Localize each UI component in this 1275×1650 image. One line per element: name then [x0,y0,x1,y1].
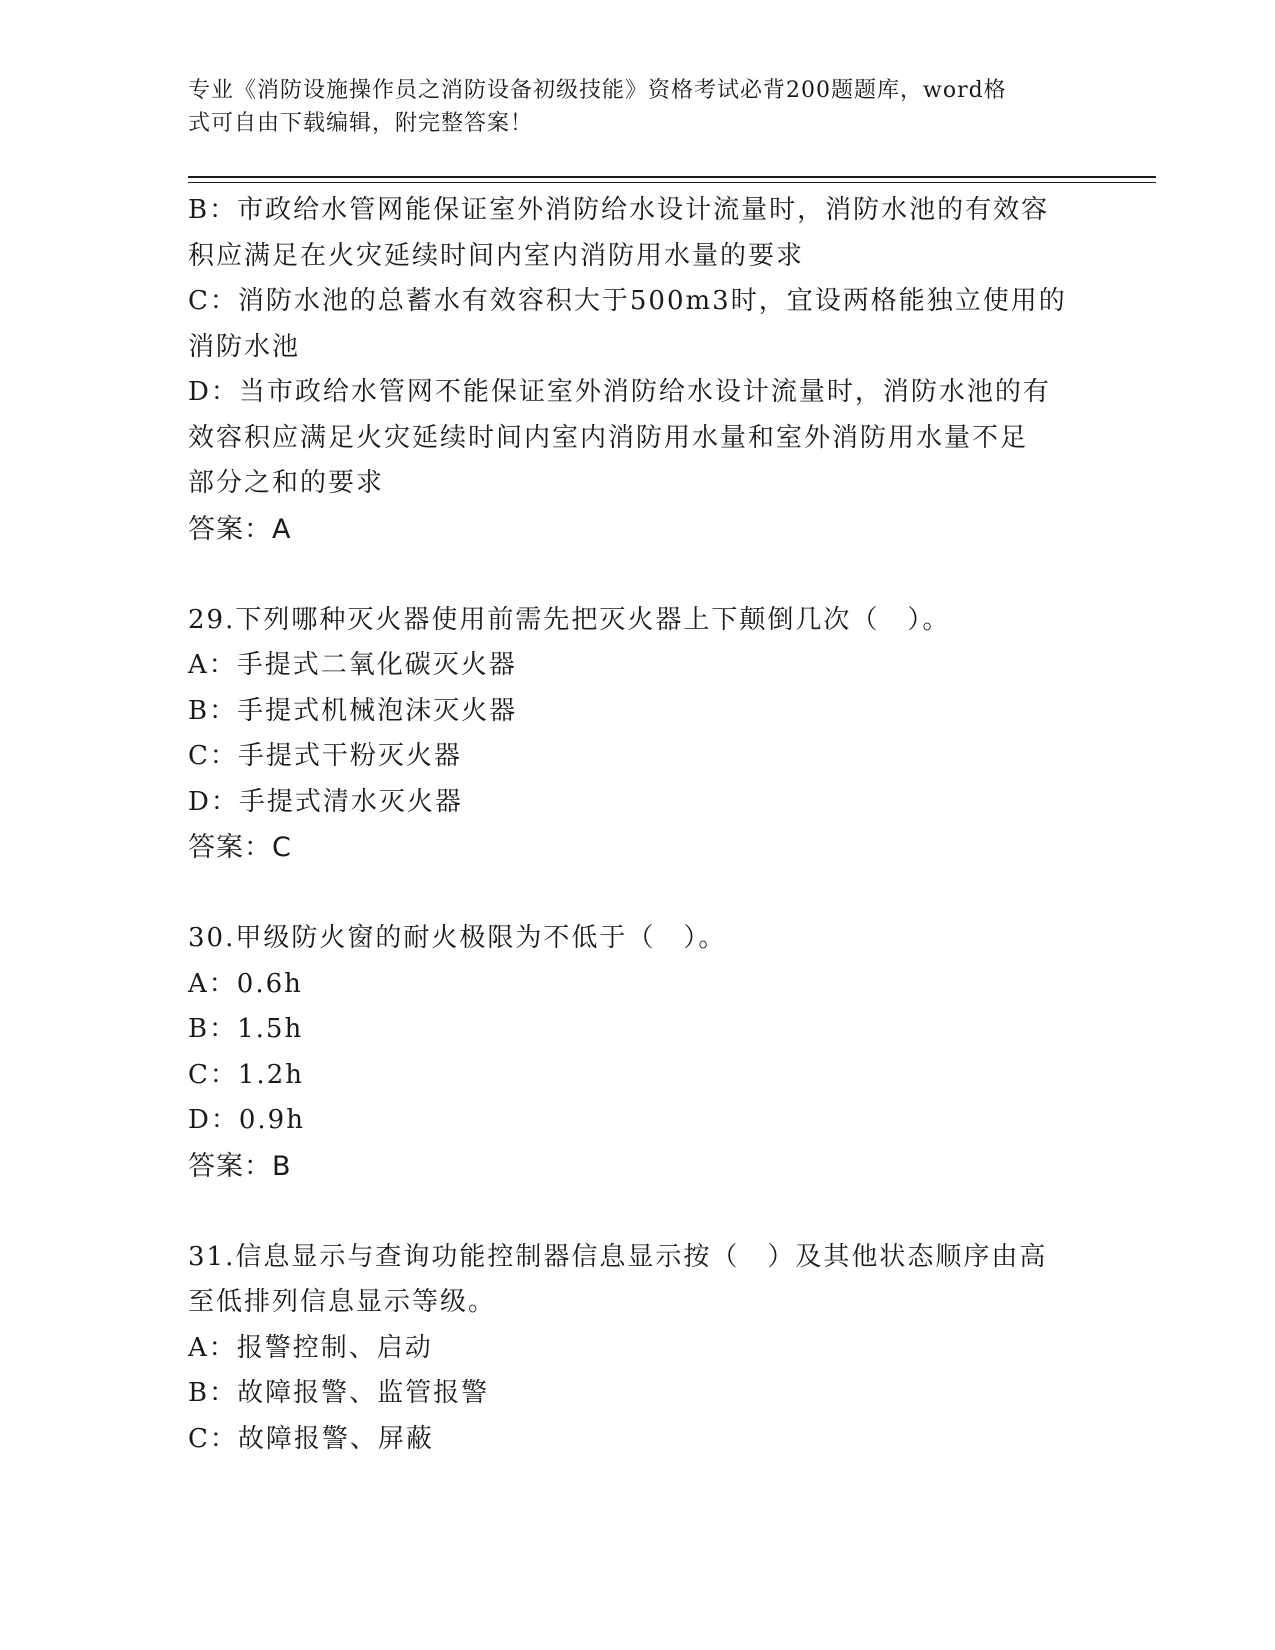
option-d: D：0.9h [188,1105,305,1135]
question-text: 29.下列哪种灭火器使用前需先把灭火器上下颠倒几次（ ）。 [188,604,951,635]
answer-29: 答案：C [188,832,292,863]
option-b-line-2: 积应满足在火灾延续时间内室内消防用水量的要求 [188,240,805,271]
header-rule-thick [188,176,1156,178]
option-c-line-1: C：消防水池的总蓄水有效容积大于500m3时，宜设两格能独立使用的 [188,286,1067,316]
option-d-line-1: D：当市政给水管网不能保证室外消防给水设计流量时，消防水池的有 [188,377,1051,407]
header-line-2: 式可自由下载编辑，附完整答案！ [188,111,534,136]
answer-28: 答案：A [188,513,292,545]
option-c: C：1.2h [188,1059,304,1090]
document-body [188,188,1078,1462]
option-b-line-1: B：市政给水管网能保证室外消防给水设计流量时，消防水池的有效容 [188,195,1050,225]
option-a: A：报警控制、启动 [188,1332,433,1363]
question-29 [188,598,1078,871]
option-a: A：0.6h [188,968,303,999]
option-c-line-2: 消防水池 [188,331,301,362]
question-30 [188,916,1078,1189]
spacer [188,871,1078,917]
option-a: A：手提式二氧化碳灭火器 [188,650,517,680]
option-d: D：手提式清水灭火器 [188,786,463,817]
question-text-line-2: 至低排列信息显示等级。 [188,1287,497,1317]
question-text: 30.甲级防火窗的耐火极限为不低于（ ）。 [188,923,727,953]
question-text-line-1: 31.信息显示与查询功能控制器信息显示按（ ）及其他状态顺序由高 [188,1241,1048,1272]
answer-30: 答案：B [188,1150,292,1182]
option-b: B：故障报警、监管报警 [188,1378,490,1408]
question-28-continued [188,188,1078,552]
option-b: B：手提式机械泡沫灭火器 [188,695,518,726]
option-b: B：1.5h [188,1014,304,1044]
option-c: C：手提式干粉灭火器 [188,741,462,771]
option-d-line-2: 效容积应满足火灾延续时间内室内消防用水量和室外消防用水量不足 [188,422,1029,453]
option-d-line-3: 部分之和的要求 [188,468,385,498]
spacer [188,552,1078,598]
header-rule-thin [188,182,1156,183]
question-31 [188,1235,1078,1463]
header-line-1: 专业《消防设施操作员之消防设备初级技能》资格考试必背200题题库，word格 [188,78,1007,103]
document-header [188,74,1068,140]
spacer [188,1189,1078,1235]
option-c: C：故障报警、屏蔽 [188,1423,434,1454]
